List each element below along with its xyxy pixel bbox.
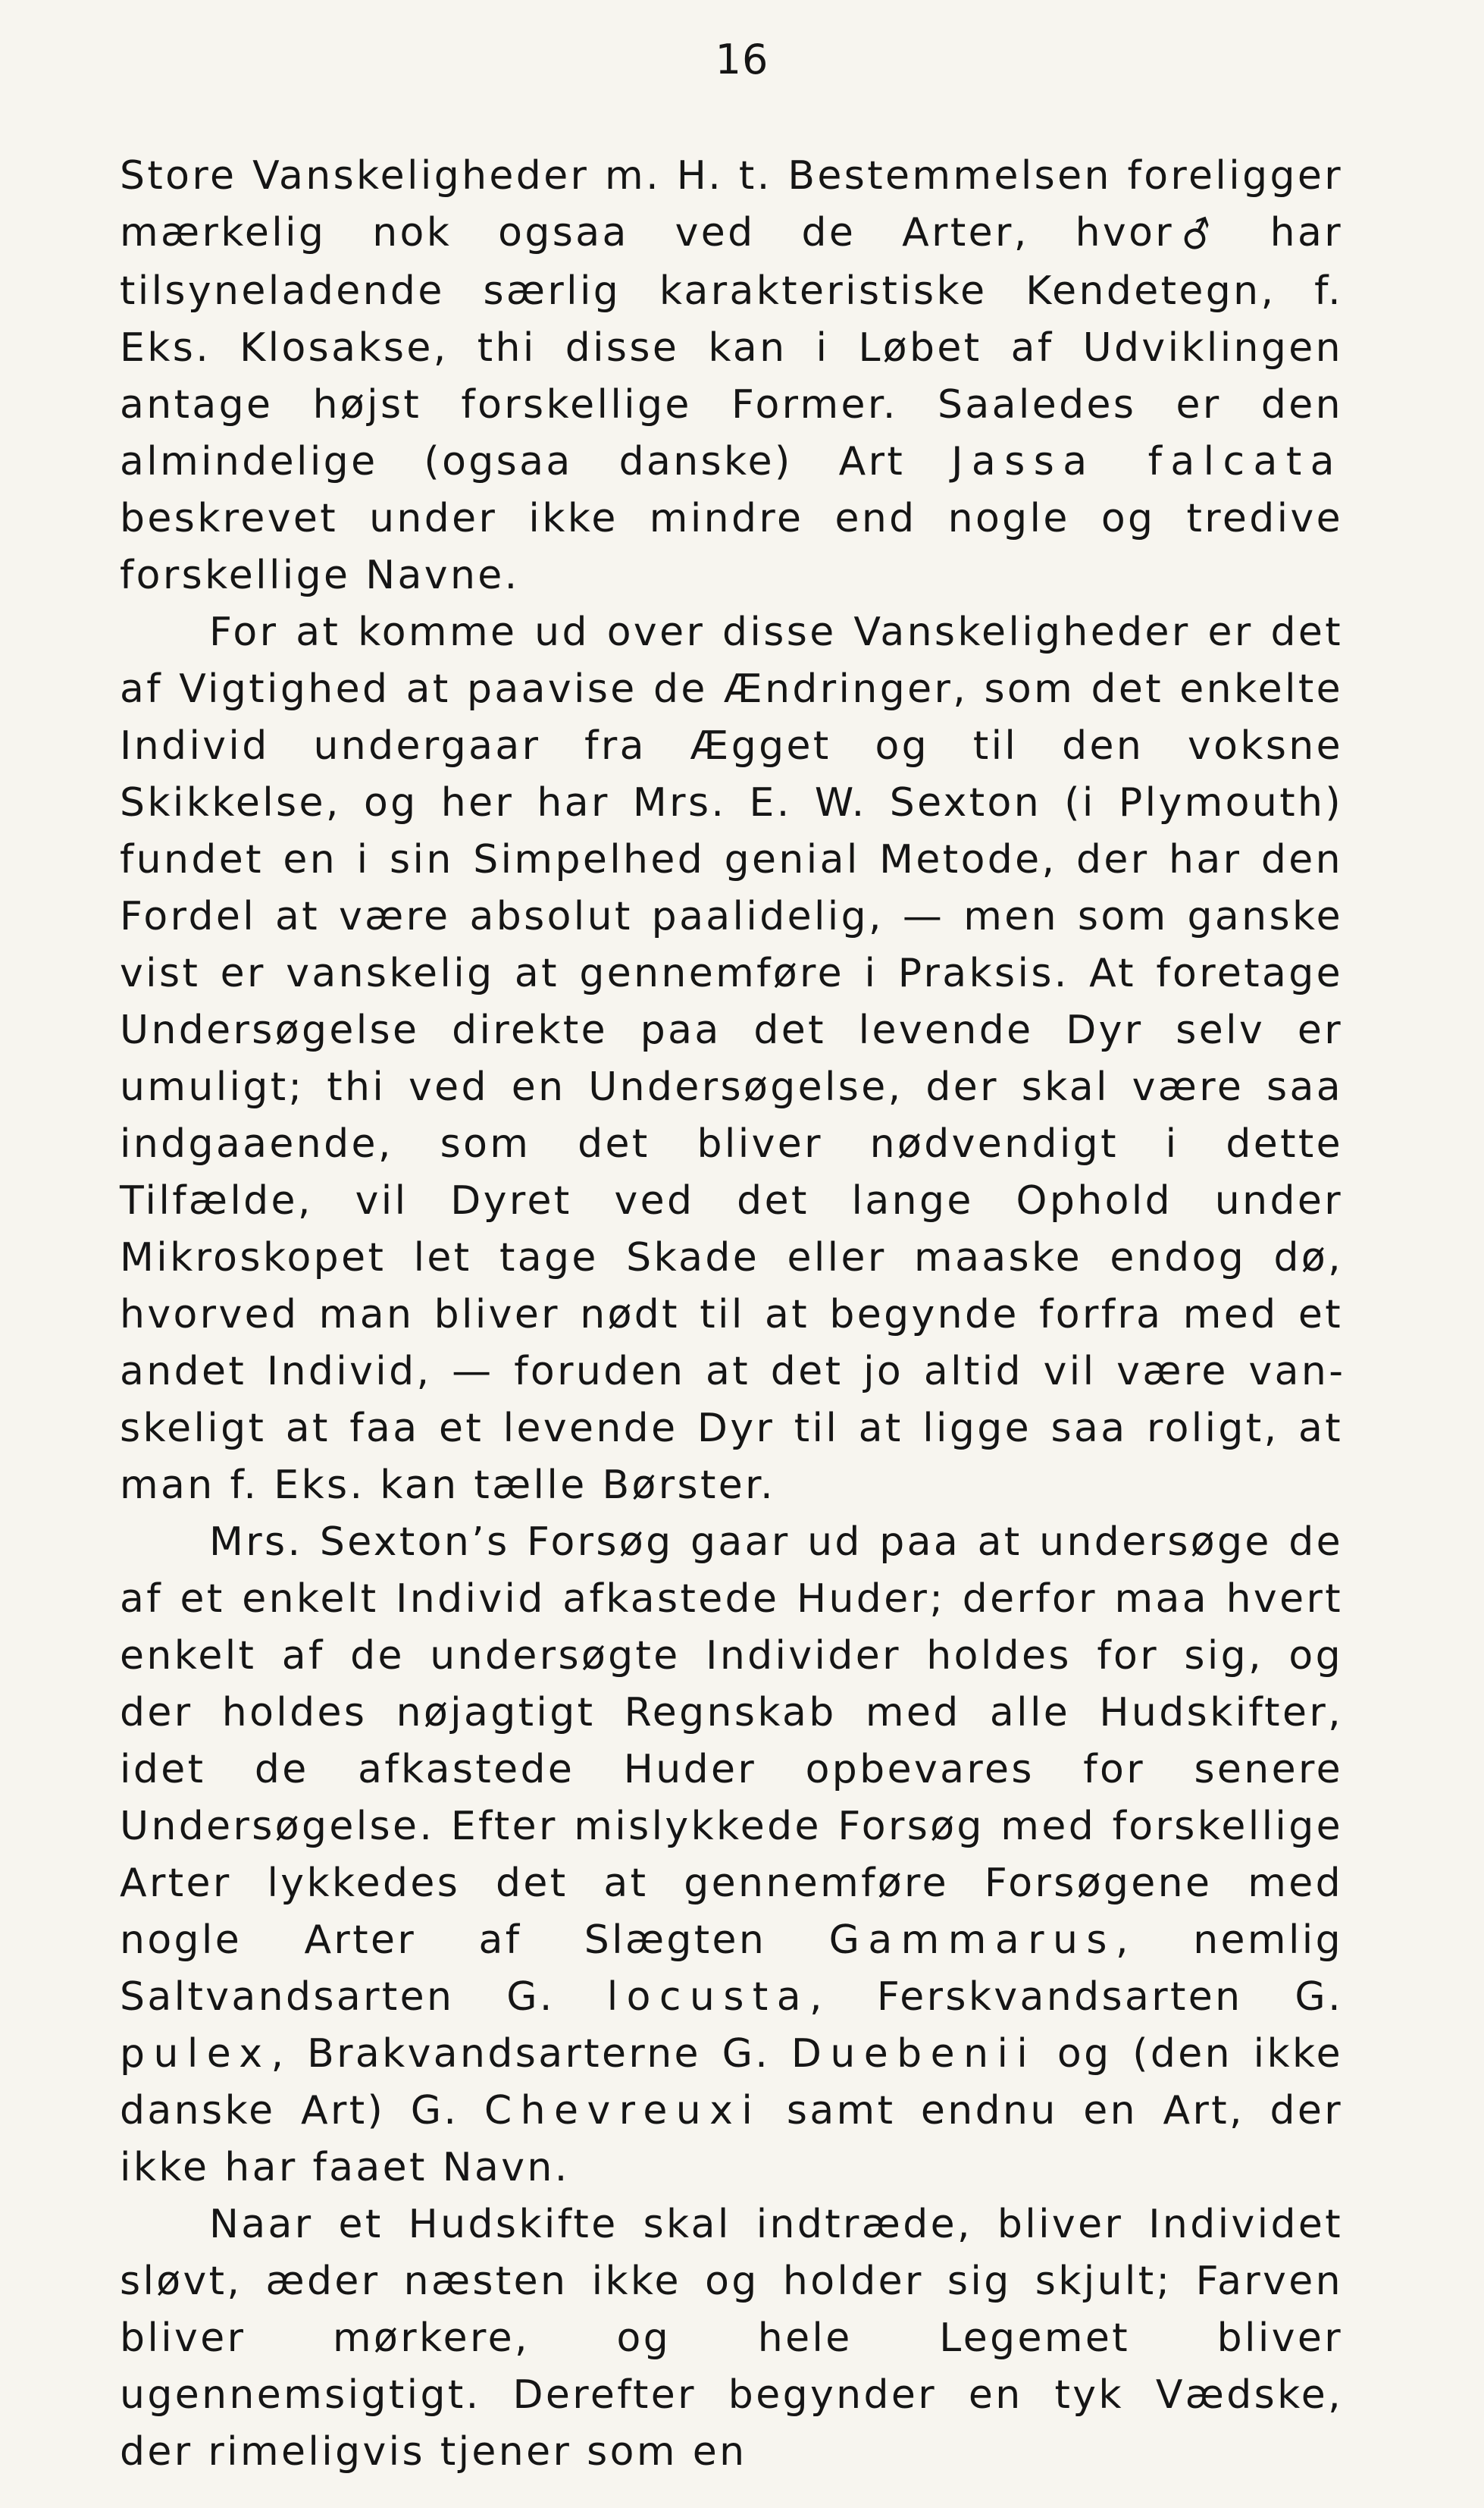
paragraph-2: For at komme ud over disse Vanskeligheder er det af Vigtighed at paavise de Ændringer, som det enkelte Individ undergaar fra Ægget og til den voksne Skikkelse, og her har Mrs. E. W. Sexton (i Plymouth) fundet en i sin Simpelhed genial Metode, der har den Fordel at være absolut paalidelig, — men som ganske vist er vanskelig at gennemføre i Praksis. At foretage Undersøgelse direkte paa det levende Dyr selv er umuligt; thi ved en Undersøgelse, der skal være saa indgaaende, som det bliver nødvendigt i dette Tilfælde, vil Dyret ved det lange Ophold under Mikroskopet let tage Skade eller maaske endog dø, hvorved man bliver nødt til at begynde forfra med et andet Individ, — foruden at det jo altid vil være vanskeligt at faa et levende Dyr til at ligge saa roligt, at man f. Eks. kan tælle Børster. [120,610,1343,1509]
genus-gammarus: Gammarus [828,1917,1116,1964]
paragraph-3-part-4: , Brakvandsarterne G. [271,2031,791,2077]
paragraph-1-part-1: Store Vanskeligheder m. H. t. Bestemmelsen foreligger mærkelig nok ogsaa ved de Arter, hvor [120,153,1343,256]
paragraph-1-part-3: beskrevet under ikke mindre end nogle og tredive forskellige Navne. [120,496,1343,599]
paragraph-1-part-2: har tilsyneladende særlig karakteristiske Kendetegn, f. Eks. Klosakse, thi disse kan i Løbet af Udviklingen antage højst forskellige Former. Saaledes er den almindelige (ogsaa danske) Art [120,210,1343,485]
paragraph-4: Naar et Hudskifte skal indtræde, bliver Individet sløvt, æder næsten ikke og holder sig skjult; Farven bliver mørkere, og hele Legemet bliver ugennemsigtigt. Derefter begynder en tyk Vædske, der rimeligvis tjener som en [120,2202,1343,2475]
species-pulex: pulex [120,2031,271,2077]
paragraph-3-part-5: og (den ikke danske Art) G. [120,2031,1343,2134]
paragraph-3 [120,1514,1343,2196]
species-chevreuxi: Chevreuxi [484,2088,762,2134]
species-duebenii: Duebenii [791,2031,1037,2077]
species-locusta: locusta [606,1974,809,2021]
paragraph-3-part-3: , Ferskvandsarten G. [809,1974,1343,2021]
page-number: 16 [715,36,769,83]
paragraph-1 [120,148,1343,604]
paragraph-3-part-1: Mrs. Sexton’s Forsøg gaar ud paa at undersøge de af et enkelt Individ afkastede Huder; derfor maa hvert enkelt af de undersøgte Individer holdes for sig, og der holdes nøjagtigt Regnskab med alle Hudskifter, idet de afkastede Huder opbevares for senere Undersøgelse. Efter mislykkede Forsøg med forskellige Arter lykkedes det at gennemføre Forsøgene med nogle Arter af Slægten [120,1519,1343,1964]
species-jassa-falcata: Jassa falcata [951,439,1343,485]
male-symbol-icon: ♂ [1173,208,1223,262]
page-text [120,148,1343,2481]
paragraph-3-part-2: , nemlig Saltvandsarten G. [120,1917,1343,2021]
paragraph-3-part-6: samt endnu en Art, der ikke har faaet Navn. [120,2088,1343,2191]
